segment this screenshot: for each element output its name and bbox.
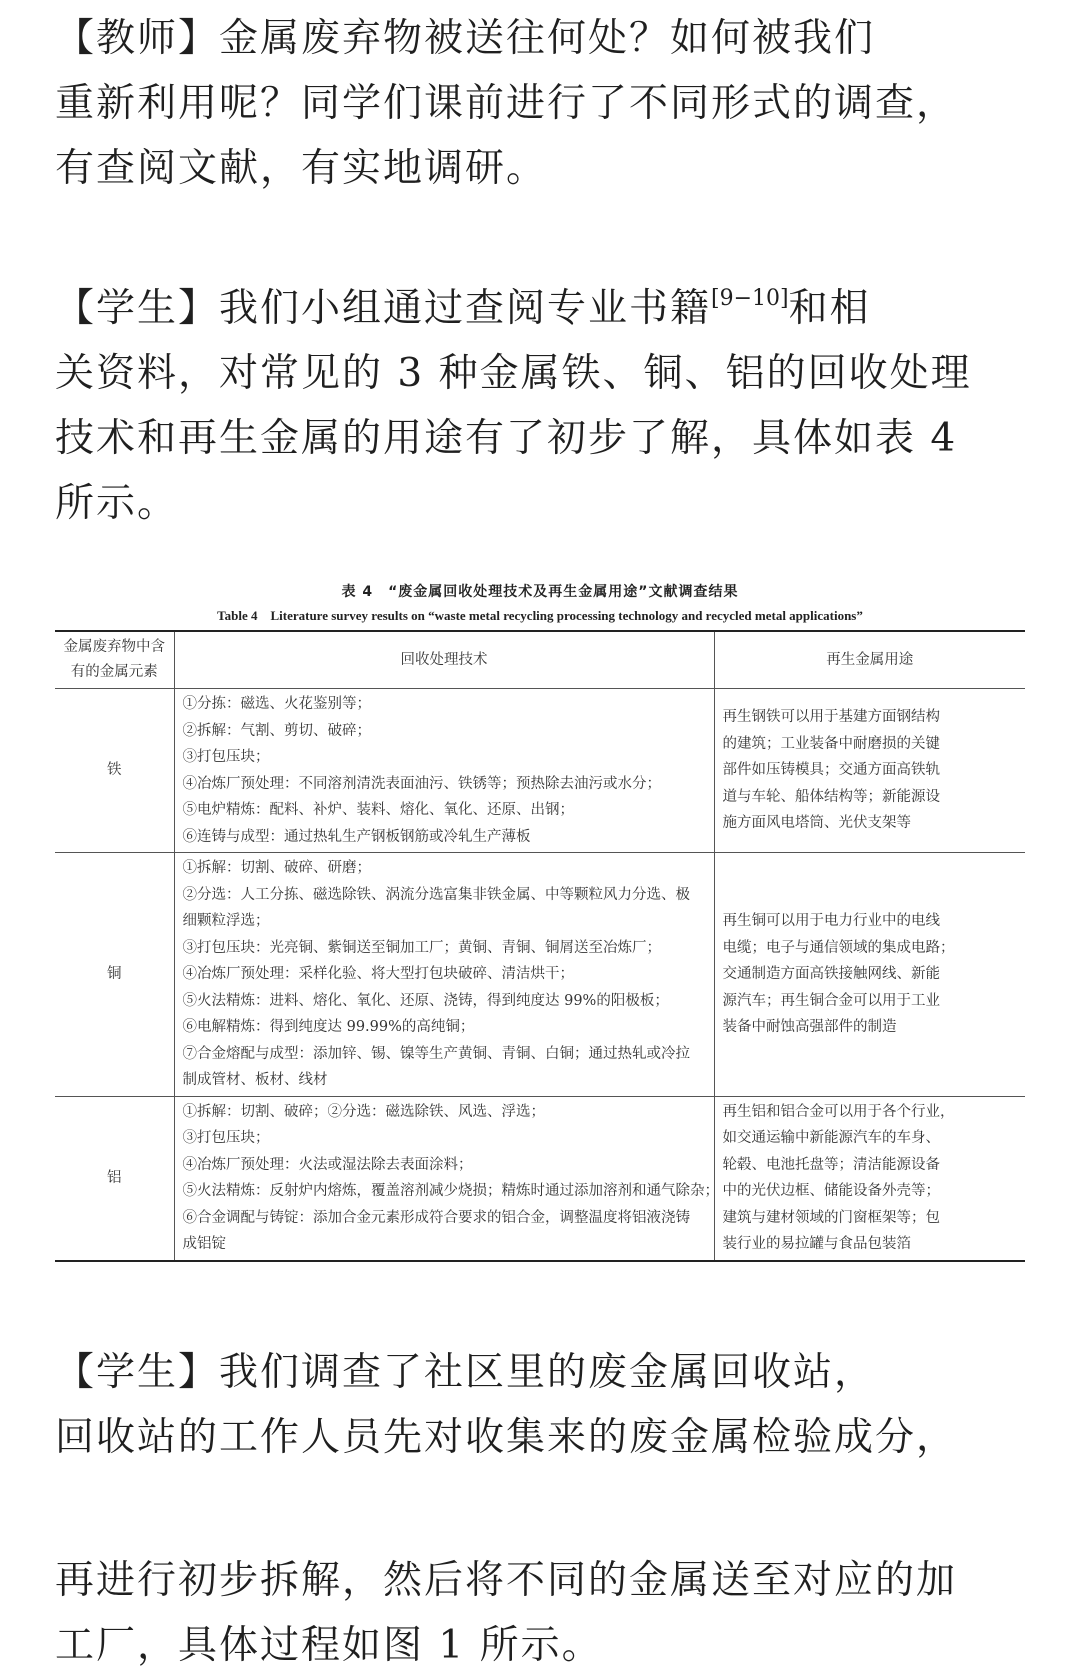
tech-step: ⑥连铸与成型：通过热轧生产钢板钢筋或冷轧生产薄板 [182,828,531,845]
cell-element: 铜 [55,853,174,1097]
tech-step: ①分拣：磁选、火花鉴别等； [182,696,371,712]
tech-step: ④冶炼厂预处理：不同溶剂清洗表面油污、铁锈等；预热除去油污或水分； [182,775,661,792]
text-line: 重新利用呢？同学们课前进行了不同形式的调查， [55,81,958,126]
cell-element: 铁 [55,689,174,853]
use-line: 电缆；电子与通信领域的集成电路； [722,939,955,956]
table-4-block [55,580,1025,1262]
use-line: 再生钢铁可以用于基建方面钢结构 [722,709,940,726]
use-line: 装备中耐蚀高强部件的制造 [722,1019,897,1035]
tech-step: 成铝锭 [182,1236,226,1252]
use-line: 再生铝和铝合金可以用于各个行业， [722,1103,955,1120]
tech-step: ①拆解：切割、破碎；②分选：磁选除铁、风选、浮选； [182,1103,545,1120]
tech-step: ⑥电解精炼：得到纯度达 99.99%的高纯铜； [182,1019,475,1035]
tech-step: ②分选：人工分拣、磁选除铁、涡流分选富集非铁金属、中等颗粒风力分选、极 [182,886,690,903]
text-line: 有查阅文献，有实地调研。 [55,146,548,191]
use-line: 道与车轮、船体结构等；新能源设 [722,788,940,805]
text-line: 【教师】金属废弃物被送往何处？如何被我们 [55,16,876,61]
tech-step: 细颗粒浮选； [182,913,270,929]
header-recycling-technology: 回收处理技术 [174,631,714,689]
use-line: 源汽车；再生铜合金可以用于工业 [722,992,940,1009]
header-metal-element: 金属废弃物中含有的金属元素 [55,631,174,689]
use-line: 轮毂、电池托盘等；清洁能源设备 [722,1156,940,1173]
tech-step: ⑤火法精炼：反射炉内熔炼，覆盖溶剂减少烧损；精炼时通过添加溶剂和通气除杂； [182,1183,719,1199]
tech-step: ③打包压块：光亮铜、紫铜送至铜加工厂；黄铜、青铜、铜屑送至冶炼厂； [182,939,661,956]
tech-step: ②拆解：气割、剪切、破碎； [182,722,371,739]
cell-element: 铝 [55,1096,174,1261]
teacher-paragraph [55,6,1030,201]
table-row-aluminum [55,1096,1025,1261]
tech-step: ④冶炼厂预处理：火法或湿法除去表面涂料； [182,1156,473,1173]
cell-technology [174,853,714,1097]
closing-paragraph [55,1548,1030,1678]
text-line: 【学生】我们调查了社区里的废金属回收站， [55,1350,876,1395]
text-line: 工厂，具体过程如图 1 所示。 [55,1623,603,1668]
tech-step: ⑤火法精炼：进料、熔化、氧化、还原、浇铸，得到纯度达 99%的阳极板； [182,992,669,1009]
student-paragraph-literature [55,266,1030,536]
cell-technology [174,1096,719,1261]
text-line: 关资料，对常见的 3 种金属铁、铜、铝的回收处理 [55,351,972,396]
table-row-copper [55,853,1025,1097]
text-segment: 【学生】我们小组通过查阅专业书籍 [55,286,712,331]
text-line: 回收站的工作人员先对收集来的废金属检验成分， [55,1415,958,1460]
tech-step: 制成管材、板材、线材 [182,1072,328,1088]
text-line: 再进行初步拆解，然后将不同的金属送至对应的加 [55,1558,958,1603]
use-line: 如交通运输中新能源汽车的车身、 [722,1130,940,1146]
cell-technology [174,689,714,853]
table-caption-en: Table 4 Literature survey results on “waste metal recycling processing technology and recycled metal applications” [217,608,863,623]
header-recycled-metal-use: 再生金属用途 [714,631,1025,689]
use-line: 建筑与建材领域的门窗框架等；包 [722,1209,940,1226]
tech-step: ⑦合金熔配与成型：添加锌、锡、镍等生产黄铜、青铜、白铜；通过热轧或冷拉 [182,1045,690,1062]
citation-reference[interactable]: [9−10] [711,286,789,311]
table-caption-zh: 表 4 “废金属回收处理技术及再生金属用途”文献调查结果 [341,584,739,600]
table-row-iron [55,689,1025,853]
use-line: 施方面风电塔筒、光伏支架等 [722,815,911,832]
tech-step: ③打包压块； [182,749,270,765]
cell-use [714,853,1025,1097]
use-line: 再生铜可以用于电力行业中的电线 [722,913,940,929]
tech-step: ①拆解：切割、破碎、研磨； [182,860,371,876]
use-line: 交通制造方面高铁接触网线、新能 [722,966,940,982]
text-line: 技术和再生金属的用途有了初步了解，具体如表 4 [55,416,958,461]
tech-step: ⑥合金调配与铸锭：添加合金元素形成符合要求的铝合金，调整温度将铝液浇铸 [182,1209,690,1226]
text-segment: 和相 [788,286,871,331]
text-line: 所示。 [55,481,179,526]
survey-results-table [55,630,1025,1262]
use-line: 中的光伏边框、储能设备外壳等； [722,1183,940,1199]
use-line: 部件如压铸模具；交通方面高铁轨 [722,762,940,779]
tech-step: ④冶炼厂预处理：采样化验、将大型打包块破碎、清洁烘干； [182,966,574,982]
tech-step: ③打包压块； [182,1130,270,1146]
cell-use [714,689,1025,853]
tech-step: ⑤电炉精炼：配料、补炉、装料、熔化、氧化、还原、出钢； [182,802,574,818]
student-paragraph-field-survey [55,1340,1030,1470]
use-line: 的建筑；工业装备中耐磨损的关键 [722,735,940,752]
use-line: 装行业的易拉罐与食品包装箔 [722,1236,911,1252]
cell-use [714,1096,1025,1261]
text-line [55,266,1030,341]
table-header-row [55,631,1025,689]
